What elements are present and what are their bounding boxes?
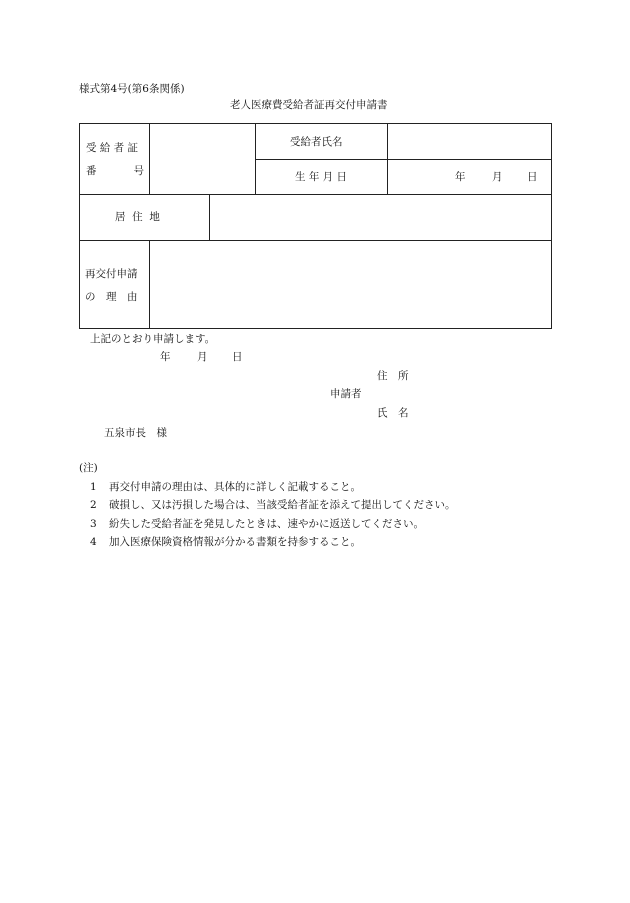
- cert-number-label-line1: 受 給 者 証: [86, 142, 139, 154]
- application-day-unit: 日: [232, 351, 243, 363]
- note-text: 紛失した受給者証を発見したときは、速やかに返送してください。: [109, 518, 425, 530]
- residence-field[interactable]: [210, 195, 552, 240]
- note-item: [90, 500, 456, 511]
- cert-number-label-go: 号: [133, 165, 144, 177]
- note-text: 破損し、又は汚損した場合は、当該受給者証を添えて提出してください。: [109, 499, 456, 511]
- residence-label: 居 住 地: [115, 211, 160, 223]
- note-number: 2: [90, 499, 97, 511]
- recipient-name-field[interactable]: [388, 124, 552, 159]
- reason-field[interactable]: [150, 241, 552, 329]
- note-number: 4: [90, 536, 97, 548]
- applicant-name-label: 氏 名: [377, 407, 409, 419]
- note-item: [90, 519, 424, 530]
- addressee: 五泉市長 様: [104, 427, 167, 439]
- applicant-address-label: 住 所: [377, 370, 409, 382]
- applicant-label: 申請者: [330, 388, 362, 400]
- birth-date-label: 生 年 月 日: [295, 171, 348, 183]
- application-table: [79, 123, 552, 329]
- note-number: 1: [90, 481, 97, 493]
- cert-number-label-ban: 番: [86, 165, 97, 177]
- birth-year-unit: 年: [455, 171, 466, 183]
- note-item: [90, 537, 361, 548]
- recipient-name-label: 受給者氏名: [290, 136, 343, 148]
- form-title: 老人医療費受給者証再交付申請書: [230, 99, 388, 111]
- application-year-unit: 年: [160, 351, 171, 363]
- form-number: 様式第4号(第6条関係): [79, 83, 185, 95]
- cert-number-label-line2: [86, 166, 144, 177]
- reason-label-line1: 再交付申請: [85, 268, 138, 280]
- note-item: [90, 482, 361, 493]
- birth-month-unit: 月: [492, 171, 503, 183]
- reason-label-line2: の 理 由: [85, 291, 138, 303]
- notes-heading: (注): [79, 462, 98, 474]
- note-text: 加入医療保険資格情報が分かる書類を持参すること。: [109, 536, 362, 548]
- birth-day-unit: 日: [527, 171, 538, 183]
- note-text: 再交付申請の理由は、具体的に詳しく記載すること。: [109, 481, 362, 493]
- note-number: 3: [90, 518, 97, 530]
- declaration-text: 上記のとおり申請します。: [90, 333, 216, 345]
- application-month-unit: 月: [197, 351, 208, 363]
- cert-number-field[interactable]: [150, 124, 255, 194]
